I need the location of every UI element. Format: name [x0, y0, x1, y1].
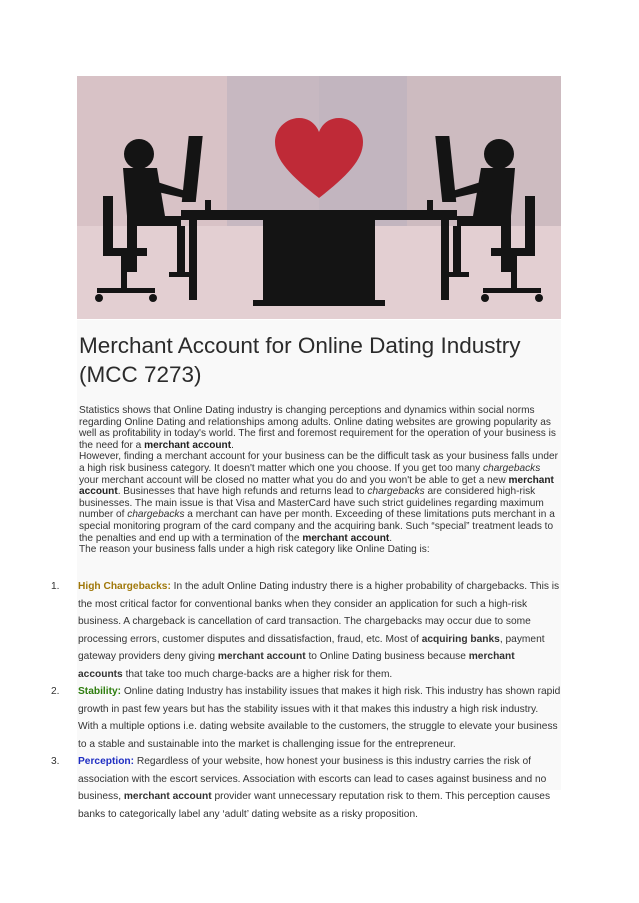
risk-factor-list: [51, 578, 561, 823]
intro-paragraph-3: The reason your business falls under a high risk category like Online Dating is:: [79, 544, 430, 556]
intro-text-span: a merchant can have per month. Exceeding of these limitations puts merchant in a special monitoring program of the card company and the acquiring bank. Such “special” treatment leads to the penalties and end up with a termination of the: [79, 509, 555, 544]
list-text: Regardless of your website, how honest your business is this industry carries the risk of association with the escort services. Association with escorts can lead to cases against business and no business,: [78, 756, 547, 802]
intro-text: [79, 405, 561, 556]
hero-illustration: [77, 76, 561, 319]
dating-illustration: [77, 76, 561, 319]
merchant-account-bold: merchant account: [302, 532, 390, 544]
list-number: 3.: [51, 756, 60, 767]
intro-text-span: your merchant account will be closed no matter what you do and you won't be able to get a new: [79, 474, 509, 486]
merchant-account-bold: merchant account: [144, 439, 232, 451]
list-term: Stability:: [78, 686, 122, 697]
list-bold: merchant accounts: [78, 651, 515, 680]
intro-paragraph-1: [79, 405, 561, 451]
page-title: Merchant Account for Online Dating Industry (MCC 7273): [79, 333, 521, 387]
list-bold: acquiring banks: [421, 633, 500, 645]
list-number: 2.: [51, 686, 60, 697]
chargebacks-italic: chargebacks: [367, 486, 425, 498]
intro-text-span: Statistics shows that Online Dating industry is changing perceptions and dynamics within social norms regarding Online Dating and relationships among adults. Online dating websites are growing popularity as well as profitability in today's world. The first and foremost requirement for the operation of your business is the need for a: [79, 405, 556, 451]
merchant-account-bold: merchant account: [79, 474, 554, 498]
chargebacks-italic: chargebacks: [483, 462, 541, 474]
intro-text-span: However, finding a merchant account for your business can be the difficult task as your business falls under a high risk business category. It doesn't matter which one you choose. If you get too many: [79, 451, 558, 474]
list-bold: merchant account: [123, 791, 212, 802]
list-term: High Chargebacks:: [78, 581, 171, 592]
list-item: [51, 578, 561, 683]
list-bold: merchant account: [217, 651, 306, 662]
list-text: Online dating Industry has instability issues that makes it high risk. This industry has shown rapid growth in past few years but has the stability issues with it that makes this industry a high risk industry. With a multiple options i.e. dating website available to the customers, the struggle to elevate your business to a stable and sustainable into the market is challenging issue for the entrepreneur.: [78, 686, 561, 750]
list-text: that take too much charge-backs are a higher risk for them.: [122, 668, 393, 680]
intro-text-span: . Businesses that have high refunds and returns lead to: [117, 486, 368, 498]
intro-text-span: .: [231, 439, 234, 451]
list-number: 1.: [51, 581, 60, 592]
chargebacks-italic: chargebacks: [127, 509, 185, 521]
list-term: Perception:: [78, 756, 135, 767]
list-item: [51, 753, 561, 823]
intro-paragraph-2: [79, 451, 561, 544]
list-text: , payment gateway providers deny giving: [78, 633, 545, 662]
intro-text-span: are considered high-risk businesses. The main issue is that Visa and MasterCard have such strict guidelines regarding maximum number of: [79, 486, 544, 521]
list-text: In the adult Online Dating industry there is a higher probability of chargebacks. This is the most critical factor for conventional banks when they consider an application for such a high-risk business. A chargeback is cancellation of card transaction. The chargebacks may occur due to some processing errors, customer disputes and dissatisfaction, fraud, etc. Most of: [78, 581, 560, 645]
list-text: provider want unnecessary reputation risk to them. This perception causes banks to categorically label any ‘adult’ dating website as a risky proposition.: [78, 791, 551, 820]
list-text: to Online Dating business because: [305, 651, 469, 662]
intro-text-span: .: [389, 532, 393, 544]
list-item: [51, 683, 561, 753]
